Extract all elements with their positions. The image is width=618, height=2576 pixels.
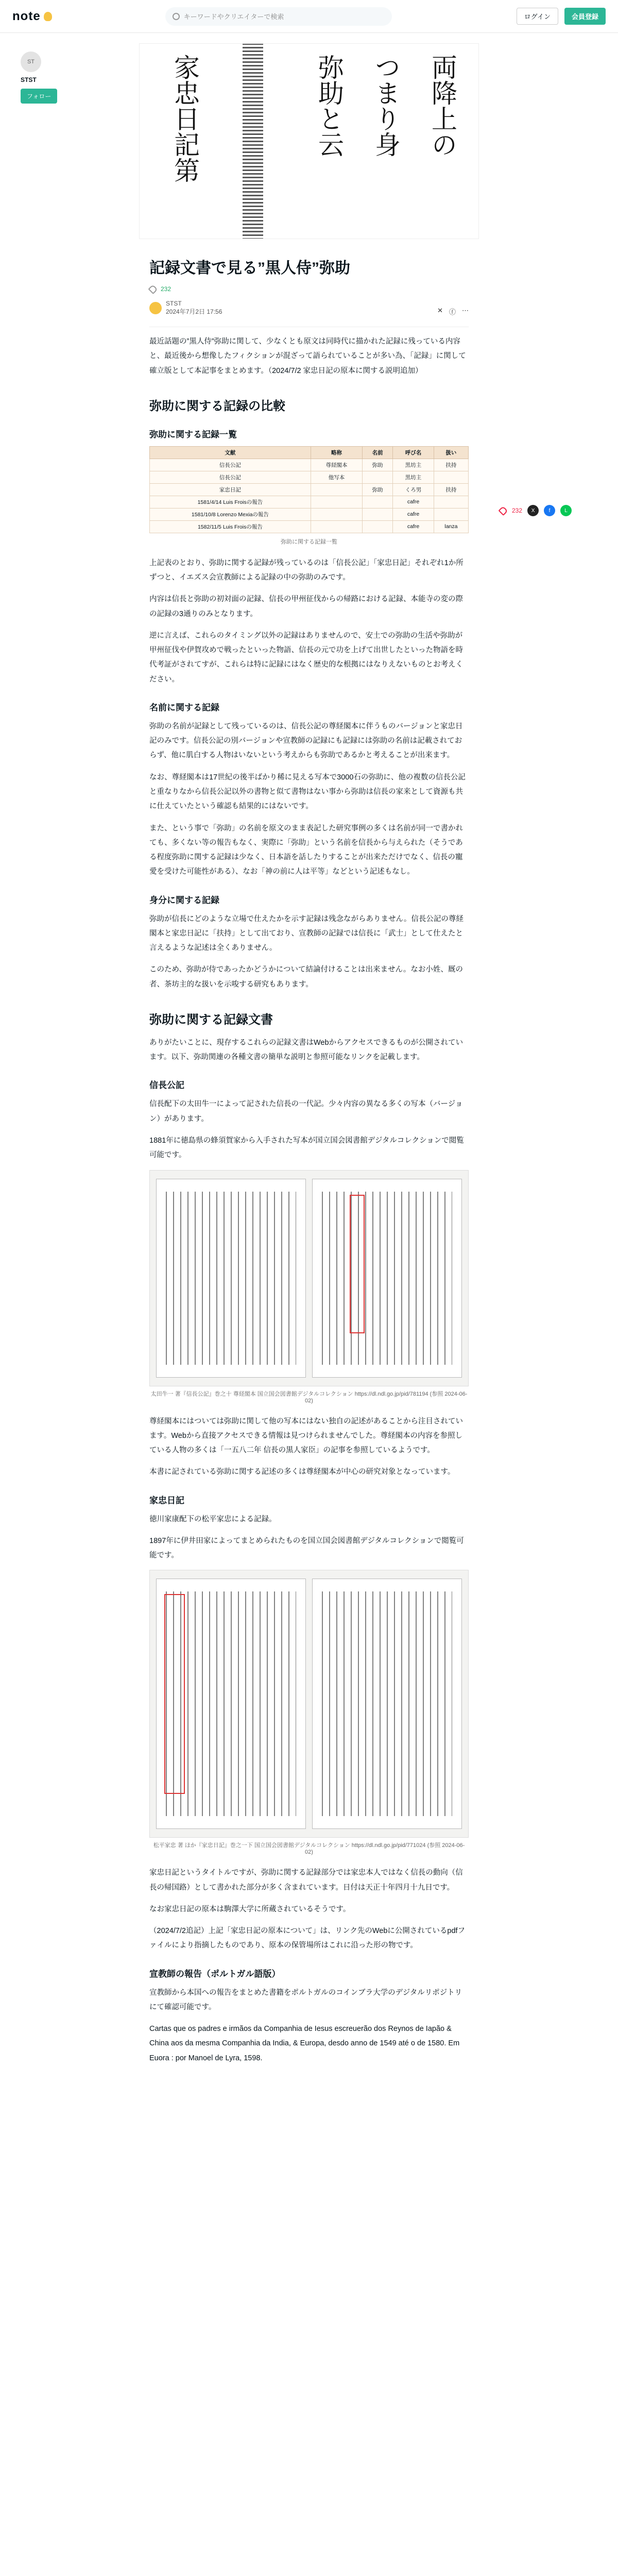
table-cell: [363, 496, 393, 508]
author-name[interactable]: STST: [166, 300, 182, 307]
search-icon: [173, 13, 180, 20]
like-icon[interactable]: [148, 284, 158, 294]
search-placeholder: キーワードやクリエイターで検索: [183, 13, 284, 21]
paragraph: 1881年に徳島県の蜂須賀家から入手された写本が国立国会図書館デジタルコレクションで閲覧可能です。: [149, 1136, 464, 1160]
paragraph: 1897年に伊井田家によってまとめられたものを国立国会図書館デジタルコレクションで閲覧可能です。: [149, 1536, 464, 1560]
table-cell: lanza: [434, 520, 468, 533]
paragraph: 本書に記されている弥助に関する記述の多くは尊経閣本が中心の研究対象となっています。: [149, 1468, 455, 1477]
sidebar-username[interactable]: STST: [21, 76, 37, 83]
table-cell: くろ男: [393, 483, 434, 496]
table-cell: 扶持: [434, 459, 468, 471]
table-cell: cafre: [393, 508, 434, 520]
paragraph: 宣教師から本国への報告をまとめた書籍をポルトガルのコインブラ大学のデジタルリポジトリにて確認可能です。: [149, 1988, 462, 2011]
subsection-heading: 弥助に関する記録一覧: [149, 429, 237, 439]
table-cell: [363, 520, 393, 533]
paragraph: また、という事で「弥助」の名前を原文のまま表記した研究事例の多くは名前が同一で書かれても、多くない等の報告もなく、実際に「弥助」という名前を信長から与えられた（そうである程度弥助に関する記録は少なく、日本語を話したりすることが出来ただけでなく、信長の寵愛を受けた可能性がある）、なお「神の前に人は平等」などという記述もなし。: [149, 824, 463, 876]
facebook-share-icon[interactable]: ⓕ: [449, 308, 456, 316]
hero-calligraphy-3: 弥助と云: [314, 54, 344, 157]
table-header: 呼び名: [393, 446, 434, 459]
intro-paragraph: 最近話題の”黒人侍”弥助に関して、少なくとも原文は同時代に描かれた記録に残っている内容と、最近後から想像したフィクションが混ざって語られていることが多い為、「記録」に関して確立版として本記事をまとめます。（2024/7/2 家忠日記の原本に関する説明追加）: [149, 327, 469, 378]
paragraph: 上記表のとおり、弥助に関する記録が残っているのは「信長公記」「家忠日記」それぞれ1か所ずつと、イエズス会宣教師による記録の中の弥助のみです。: [149, 558, 464, 582]
table-cell: [311, 508, 362, 520]
hero-image: [139, 43, 479, 239]
image-caption: 松平家忠 著 ほか『家忠日記』巻之一下 国立国会図書館デジタルコレクション https://dl.ndl.go.jp/pid/771024 (参照 2024-06-02): [153, 1842, 465, 1856]
paragraph: ありがたいことに、現存するこれらの記録文書はWebからアクセスできるものが公開されています。以下、弥助関連の各種文書の簡単な説明と参照可能なリンクを記載します。: [149, 1038, 464, 1062]
post-date: 2024年7月2日 17:56: [166, 308, 222, 315]
table-caption: 弥助に関する記録一覧: [281, 538, 337, 545]
image-caption: 太田牛一 著『信長公記』巻之十 尊経閣本 国立国会図書館デジタルコレクション https://dl.ndl.go.jp/pid/781194 (参照 2024-06-02): [150, 1391, 468, 1404]
subsection-heading: 信長公記: [149, 1080, 184, 1091]
like-count: 232: [512, 507, 523, 514]
paragraph: なお家忠日記の原本は駒澤大学に所蔵されているそうです。: [149, 1905, 351, 1913]
bulb-icon: [44, 12, 52, 21]
paragraph: 家忠日記というタイトルですが、弥助に関する記録部分では家忠本人ではなく信長の動向（信長の帰国路）として書かれた部分が多く含まれています。日付は天正十年四月十九日です。: [149, 1869, 463, 1892]
note-logo[interactable]: note: [12, 9, 52, 24]
hero-calligraphy-4: 家忠日記第: [170, 54, 200, 183]
table-header: 名前: [363, 446, 393, 459]
hero-calligraphy-1: 両降上の: [427, 54, 457, 157]
table-cell: 信長公記: [150, 471, 311, 483]
table-cell: cafre: [393, 496, 434, 508]
table-header: 扱い: [434, 446, 468, 459]
section-heading: 弥助に関する記録の比較: [149, 399, 285, 413]
author-avatar[interactable]: [149, 302, 162, 314]
paragraph: Cartas que os padres e irmãos da Companhia de Iesus escreuerão dos Reynos de Iapão & China aos da mesma Companhia da India, & Europa, desdo anno de 1549 até o de 1580. Em Euora : por Manoel de Lyra, 1598.: [149, 2025, 460, 2062]
more-icon[interactable]: ⋯: [462, 307, 469, 314]
table-cell: 信長公記: [150, 459, 311, 471]
paragraph: 徳川家康配下の松平家忠による記録。: [149, 1515, 277, 1523]
avatar[interactable]: ST: [21, 52, 41, 72]
paragraph: 弥助が信長にどのような立場で仕えたかを示す記録は残念ながらありません。信長公記の尊経閣本と家忠日記に「扶持」として出ており、宣教師の記録では信長に「武士」として仕えたと言えるような記述は全くありません。: [149, 914, 464, 953]
paragraph: 逆に言えば、これらのタイミング以外の記録はありませんので、安土での弥助の生活や弥助が甲州征伐や伊賀攻めで戦ったといった物語、信長の元で功を上げて出世したといった物語を時代考証がされてすが、これらは特に記録にはなく歴史的な根拠にはなりえないものとお考えください。: [149, 631, 463, 684]
table-row: [150, 520, 469, 533]
paragraph: 弥助の名前が記録として残っているのは、信長公記の尊経閣本に伴うものバージョンと家忠日記のみです。信長公記の別バージョンや宣教師の記録にも記録には弥助の名前は記載されておらず、他に肌白する人物はいないという考えからも弥助であるかと考えることが出来ます。: [149, 722, 463, 760]
table-row: [150, 508, 469, 520]
article-title: 記録文書で見る”黒人侍”弥助: [149, 260, 350, 277]
table-cell: [434, 508, 468, 520]
table-cell: 家忠日記: [150, 483, 311, 496]
table-row: [150, 459, 469, 471]
paragraph: 尊経閣本にはついては弥助に関して他の写本にはない独自の記述があることから注目されています。Webから直接アクセスできる情報は見つけられませんでした。尊経閣本の内容を参照している人物の多くは「一五八二年 信長の黒人家臣」の記事を参照しているようです。: [149, 1417, 463, 1455]
table-cell: 1581/10/8 Lorenzo Mexiaの報告: [150, 508, 311, 520]
table-cell: 他写本: [311, 471, 362, 483]
login-button[interactable]: ログイン: [517, 8, 558, 25]
x-share-icon[interactable]: ✕: [437, 307, 443, 314]
table-cell: 弥助: [363, 483, 393, 496]
table-cell: [363, 508, 393, 520]
paragraph: 内容は信長と弥助の初対面の記録、信長の甲州征伐からの帰路における記録、本能寺の変の際の記録の3通りのみとなります。: [149, 595, 463, 618]
subsection-heading: 名前に関する記録: [149, 702, 219, 713]
like-icon[interactable]: [498, 505, 508, 515]
table-cell: 黒坊主: [393, 459, 434, 471]
paragraph: なお、尊経閣本は17世紀の後半ばかり稀に見える写本で3000石の弥助に、他の複数の信長公記と重なりなから信長公記以外の書物と似て書物はない事から弥助は信長の家来として資源も共に仕えていたという確認も結果的にはないです。: [149, 773, 466, 811]
table-cell: [311, 483, 362, 496]
signup-button[interactable]: 会員登録: [564, 8, 606, 25]
section-heading: 弥助に関する記録文書: [149, 1012, 273, 1027]
manuscript-scan-1[interactable]: [149, 1170, 469, 1386]
follow-button[interactable]: フォロー: [21, 89, 57, 104]
table-cell: 1581/4/14 Luis Froisの報告: [150, 496, 311, 508]
record-table: [149, 446, 469, 533]
facebook-share-icon[interactable]: f: [544, 505, 555, 516]
manuscript-scan-2[interactable]: [149, 1570, 469, 1838]
table-row: [150, 483, 469, 496]
search-input[interactable]: [165, 7, 392, 26]
author-sidebar: [21, 52, 103, 104]
site-header: [0, 0, 618, 33]
table-row: [150, 471, 469, 483]
like-count: 232: [161, 285, 171, 293]
article-body: [149, 258, 469, 2073]
table-cell: [434, 496, 468, 508]
paragraph: （2024/7/2追記）上記「家忠日記の原本について」は、リンク先のWebに公開されているpdfファイルにより指摘したものであり、原本の保管場所はこれに沿った形の物です。: [149, 1927, 466, 1950]
table-cell: 弥助: [363, 459, 393, 471]
x-share-icon[interactable]: X: [527, 505, 539, 516]
hero-calligraphy-2: つまり身: [371, 54, 401, 157]
paragraph: 信長配下の太田牛一によって記された信長の一代記。少々内容の異なる多くの写本（バージョン）があります。: [149, 1100, 463, 1123]
table-cell: 尊経閣本: [311, 459, 362, 471]
table-cell: 黒坊主: [393, 471, 434, 483]
table-cell: [311, 520, 362, 533]
table-header: 略称: [311, 446, 362, 459]
table-cell: [311, 496, 362, 508]
table-header: 文献: [150, 446, 311, 459]
table-cell: cafre: [393, 520, 434, 533]
table-cell: [363, 471, 393, 483]
subsection-heading: 身分に関する記録: [149, 895, 219, 905]
paragraph: このため、弥助が侍であったかどうかについて結論付けることは出来ません。なお小姓、厩の者、茶坊主的な扱いを示唆する研究もあります。: [149, 965, 463, 989]
line-share-icon[interactable]: L: [560, 505, 572, 516]
hero-decoration: [243, 44, 263, 239]
subsection-heading: 家忠日記: [149, 1495, 184, 1505]
table-row: [150, 496, 469, 508]
table-cell: 1582/11/5 Luis Froisの報告: [150, 520, 311, 533]
floating-actions: [500, 505, 572, 516]
table-cell: 扶持: [434, 483, 468, 496]
subsection-heading: 宣教師の報告（ポルトガル語版）: [149, 1969, 281, 1979]
table-cell: [434, 471, 468, 483]
